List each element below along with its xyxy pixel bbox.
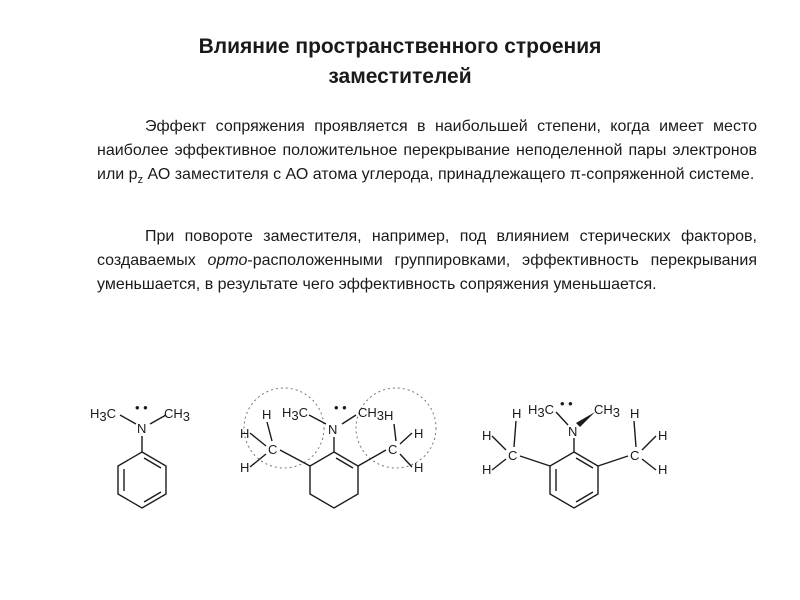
bond-c-ring [358, 450, 386, 466]
title-line-2: заместителей [328, 65, 472, 88]
bond-c-h [514, 421, 516, 447]
ring [310, 452, 358, 508]
bond-c-h [492, 436, 506, 450]
paragraph-2-italic: орто [207, 252, 248, 269]
nitrogen-atom: N [328, 422, 338, 437]
paragraph-rotation [97, 225, 757, 297]
bond-c-h [642, 459, 656, 470]
nitrogen-atom: N [137, 421, 147, 436]
paragraph-1-text-b: АО заместителя с АО атома углерода, принадлежащего π-сопряженной системе. [143, 166, 755, 183]
hydrogen-atom: H [414, 460, 424, 475]
title-line-1: Влияние пространственного строения [198, 35, 602, 58]
paragraph-2-text-b: -расположенными группировками, эффективность перекрывания уменьшается, в результате чего эффективность сопряжения уменьшается. [97, 252, 757, 293]
structure-dimethylaniline [80, 370, 210, 530]
bond-n-methyl-left [556, 412, 568, 425]
bond-c-h [394, 424, 396, 441]
methyl-right-label: CH3 [358, 405, 385, 423]
bond-c-h [642, 436, 656, 450]
hydrogen-atom: H [658, 428, 668, 443]
carbon-atom: C [268, 442, 278, 457]
bond-c-ring [280, 450, 310, 466]
hydrogen-atom: H [630, 406, 640, 421]
lone-pair-dots: • • [560, 396, 573, 411]
carbon-atom: C [388, 442, 398, 457]
lone-pair-dots: • • [135, 400, 148, 415]
carbon-atom: C [508, 448, 518, 463]
carbon-atom: C [630, 448, 640, 463]
hydrogen-atom: H [384, 408, 394, 423]
structure-ortho-dimethyl [470, 370, 680, 530]
bond-c-ring [598, 456, 628, 466]
methyl-left-label: H3C [528, 402, 555, 420]
benzene-ring [550, 452, 598, 508]
hydrogen-atom: H [482, 462, 492, 477]
hydrogen-atom: H [240, 426, 250, 441]
hydrogen-atom: H [512, 406, 522, 421]
ring-double-bond [144, 458, 161, 468]
bond-c-h [250, 454, 266, 467]
bond-c-h [400, 454, 412, 467]
methyl-right-label: CH3 [594, 402, 621, 420]
methyl-left-label: H3C [90, 406, 117, 424]
benzene-ring [118, 452, 166, 508]
hydrogen-atom: H [482, 428, 492, 443]
hydrogen-atom: H [240, 460, 250, 475]
ring-double-bond [144, 492, 161, 502]
structure-steric-circles [236, 370, 436, 530]
paragraph-2-text-a: При повороте заместителя, например, под влиянием стерических факторов, создаваемых [97, 228, 757, 269]
bond-n-methyl-left [120, 415, 136, 424]
paragraph-1-text-a: Эффект сопряжения проявляется в наибольшей степени, когда имеет место наиболее эффективное положительное перекрывание неподеленной пары электронов или p [97, 118, 757, 183]
lone-pair-dots: • • [334, 400, 347, 415]
paragraph-conjugation [97, 115, 757, 187]
bond-c-h [250, 433, 266, 446]
bond-c-h [492, 459, 506, 470]
slide-title [0, 32, 800, 92]
hydrogen-atom: H [262, 407, 272, 422]
ring-double-bond [576, 492, 593, 502]
paragraph-1-subscript: z [137, 174, 144, 186]
ring-double-bond [576, 458, 593, 468]
bond-n-methyl-right [342, 415, 356, 424]
nitrogen-atom: N [568, 424, 578, 439]
methyl-left-label: H3C [282, 405, 309, 423]
bond-c-ring [520, 456, 550, 466]
vdw-circle-left [244, 388, 324, 468]
bond-c-h [634, 421, 636, 447]
bond-c-h [267, 422, 272, 441]
bond-c-h [400, 433, 412, 444]
wedge-bond [576, 412, 595, 427]
hydrogen-atom: H [658, 462, 668, 477]
ring-double-bond [336, 458, 353, 468]
hydrogen-atom: H [414, 426, 424, 441]
methyl-right-label: CH3 [164, 406, 191, 424]
bond-n-methyl-left [309, 415, 326, 424]
